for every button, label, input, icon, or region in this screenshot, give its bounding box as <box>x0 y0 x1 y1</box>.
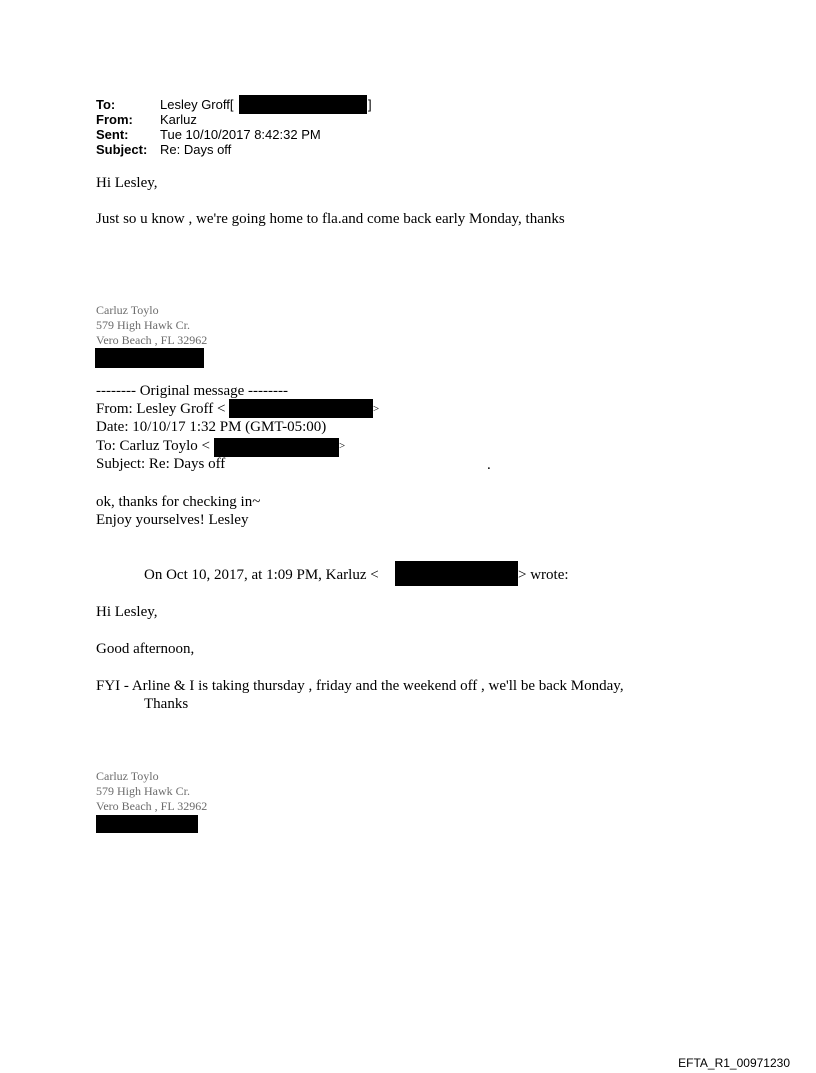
sent-label: Sent: <box>96 127 129 142</box>
from-value: Karluz <box>160 112 197 127</box>
quoted-thanks: Thanks <box>144 696 189 712</box>
original-to-close: > <box>339 440 346 452</box>
quoted-afternoon: Good afternoon, <box>96 641 195 657</box>
original-line-enjoy: Enjoy yourselves! Lesley <box>96 512 249 528</box>
signature2-name: Carluz Toylo <box>96 769 159 783</box>
to-label: To: <box>96 97 116 112</box>
sent-value: Tue 10/10/2017 8:42:32 PM <box>160 127 321 142</box>
to-close-bracket: ] <box>368 97 372 112</box>
quoted-wrote-prefix: On Oct 10, 2017, at 1:09 PM, Karluz < <box>144 567 379 583</box>
reply-body: Just so u know , we're going home to fla.and come back early Monday, thanks <box>96 211 565 227</box>
signature-city: Vero Beach , FL 32962 <box>96 333 208 347</box>
subject-label: Subject: <box>96 142 148 157</box>
subject-value: Re: Days off <box>160 142 232 157</box>
to-value: Lesley Groff[ <box>160 97 234 112</box>
original-subject: Subject: Re: Days off <box>96 456 226 472</box>
from-label: From: <box>96 112 133 127</box>
original-subject-dot: . <box>487 457 491 473</box>
original-message-divider: -------- Original message -------- <box>96 383 288 399</box>
redaction-signature2-phone <box>96 815 198 833</box>
reply-greeting: Hi Lesley, <box>96 175 158 191</box>
original-date: Date: 10/10/17 1:32 PM (GMT-05:00) <box>96 419 327 435</box>
redaction-original-from-email <box>229 399 373 418</box>
quoted-wrote-suffix: > wrote: <box>518 567 569 583</box>
redaction-to-email <box>239 95 367 114</box>
original-from-close: > <box>373 403 380 415</box>
redaction-original-to-email <box>214 438 339 457</box>
redaction-signature-phone <box>95 348 204 368</box>
signature-name: Carluz Toylo <box>96 303 159 317</box>
signature2-city: Vero Beach , FL 32962 <box>96 799 208 813</box>
redaction-quoted-email <box>395 561 518 586</box>
quoted-greeting: Hi Lesley, <box>96 604 158 620</box>
signature-street: 579 High Hawk Cr. <box>96 318 190 332</box>
original-to: To: Carluz Toylo < <box>96 438 210 454</box>
signature2-street: 579 High Hawk Cr. <box>96 784 190 798</box>
original-line-thanks: ok, thanks for checking in~ <box>96 494 261 510</box>
document-id: EFTA_R1_00971230 <box>678 1056 790 1070</box>
original-from: From: Lesley Groff < <box>96 401 226 417</box>
quoted-fyi: FYI - Arline & I is taking thursday , friday and the weekend off , we'll be back Monday, <box>96 678 624 694</box>
